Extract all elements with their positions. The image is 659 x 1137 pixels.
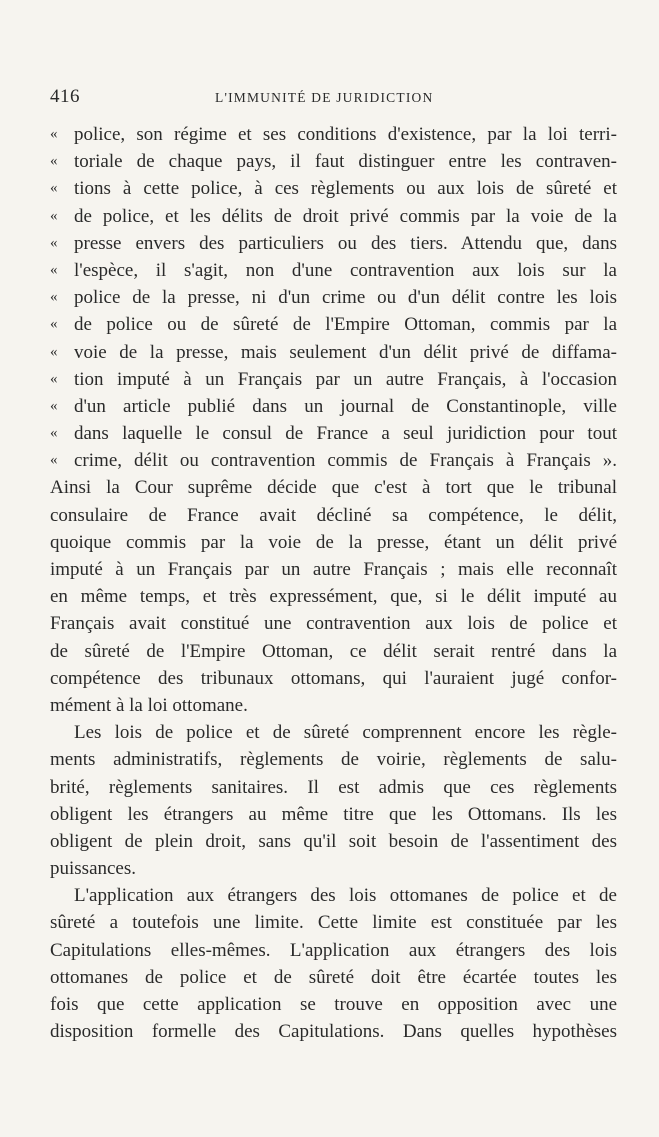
- text-line: consulaire de France avait décliné sa compétence, le délit,: [50, 504, 617, 526]
- quoted-text-line: « crime, délit ou contravention commis de Français à Français ».: [50, 447, 617, 474]
- text-line: de sûreté de l'Empire Ottoman, ce délit serait rentré dans la: [50, 640, 617, 662]
- text-line: imputé à un Français par un autre Français ; mais elle reconnaît: [50, 559, 617, 580]
- text-line: L'application aux étrangers des lois ottomanes de police et de: [74, 885, 617, 907]
- text-line: mément à la loi ottomane.: [50, 694, 248, 716]
- text-line: Ainsi la Cour suprême décide que c'est à tort que le tribunal: [50, 477, 617, 499]
- text-line: Les lois de police et de sûreté comprennent encore les règle-: [74, 722, 617, 744]
- text-line: sûreté a toutefois une limite. Cette limite est constituée par les: [50, 912, 617, 934]
- text-line: brité, règlements sanitaires. Il est admis que ces règlements: [50, 776, 617, 798]
- page-header: [50, 86, 620, 110]
- quoted-text-line: « de police, et les délits de droit privé commis par la voie de la: [50, 203, 617, 230]
- text-line: en même temps, et très expressément, que, si le délit imputé au: [50, 586, 617, 608]
- quoted-text-line: « l'espèce, il s'agit, non d'une contravention aux lois sur la: [50, 257, 617, 284]
- text-line: ments administratifs, règlements de voirie, règlements de salu-: [50, 749, 617, 771]
- quoted-text-line: « tion imputé à un Français par un autre Français, à l'occasion: [50, 366, 617, 393]
- text-line: fois que cette application se trouve en opposition avec une: [50, 994, 617, 1015]
- quoted-text-line: « tions à cette police, à ces règlements ou aux lois de sûreté et: [50, 175, 617, 202]
- quoted-text-line: « toriale de chaque pays, il faut distinguer entre les contraven-: [50, 148, 617, 175]
- quoted-text-line: « voie de la presse, mais seulement d'un délit privé de diffama-: [50, 339, 617, 366]
- text-line: obligent les étrangers au même titre que les Ottomans. Ils les: [50, 803, 617, 825]
- running-title: L'IMMUNITÉ DE JURIDICTION: [215, 90, 434, 105]
- text-line: Français avait constitué une contravention aux lois de police et: [50, 613, 617, 635]
- text-line: quoique commis par la voie de la presse, étant un délit privé: [50, 531, 617, 553]
- text-line: compétence des tribunaux ottomans, qui l'auraient jugé confor-: [50, 667, 617, 689]
- quoted-text-line: « presse envers des particuliers ou des tiers. Attendu que, dans: [50, 230, 617, 257]
- text-line: ottomanes de police et de sûreté doit être écartée toutes les: [50, 966, 617, 988]
- quoted-text-line: « d'un article publié dans un journal de Constantinople, ville: [50, 393, 617, 420]
- quoted-text-line: « police de la presse, ni d'un crime ou d'un délit contre les lois: [50, 284, 617, 311]
- quoted-text-line: « de police ou de sûreté de l'Empire Ottoman, commis par la: [50, 311, 617, 338]
- page-number: 416: [50, 86, 80, 107]
- quoted-text-line: « police, son régime et ses conditions d'existence, par la loi terri-: [50, 121, 617, 148]
- text-line: Capitulations elles-mêmes. L'application aux étrangers des lois: [50, 939, 617, 961]
- text-line: disposition formelle des Capitulations. Dans quelles hypothèses: [50, 1021, 617, 1043]
- text-line: obligent de plein droit, sans qu'il soit besoin de l'assentiment des: [50, 830, 617, 852]
- text-line: puissances.: [50, 858, 137, 880]
- quoted-text-line: « dans laquelle le consul de France a seul juridiction pour tout: [50, 420, 617, 447]
- body-text: [50, 121, 617, 1045]
